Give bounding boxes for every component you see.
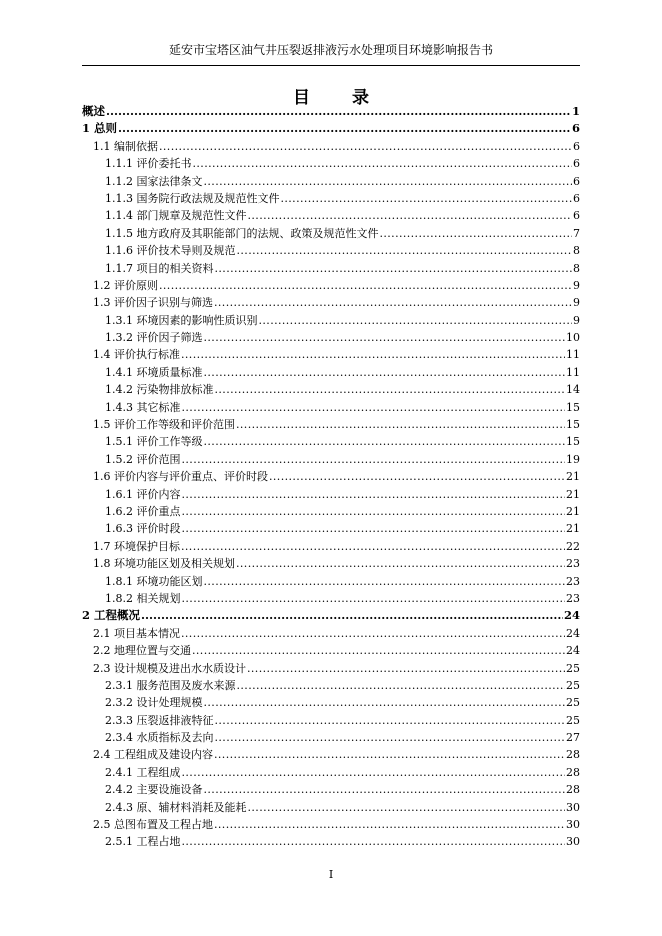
toc-entry-page: 25 bbox=[566, 678, 580, 692]
toc-entry-page: 28 bbox=[566, 765, 580, 779]
toc-entry-label: 2.1 项目基本情况 bbox=[93, 626, 180, 640]
toc-entry[interactable] bbox=[82, 451, 580, 468]
toc-entry-label: 1.6 评价内容与评价重点、评价时段 bbox=[93, 470, 268, 484]
toc-entry-label: 2.3.1 服务范围及废水来源 bbox=[105, 678, 236, 692]
toc-entry[interactable] bbox=[82, 642, 580, 659]
toc-entry-page: 6 bbox=[573, 139, 580, 153]
toc-entry[interactable] bbox=[82, 799, 580, 816]
toc-entry[interactable] bbox=[82, 103, 580, 120]
toc-entry[interactable] bbox=[82, 277, 580, 294]
toc-entry-label: 2.3.3 压裂返排液特征 bbox=[105, 713, 214, 727]
toc-entry-page: 14 bbox=[566, 383, 580, 397]
toc-entry-page: 30 bbox=[566, 835, 580, 849]
toc-entry[interactable] bbox=[82, 590, 580, 607]
toc-entry-label: 1.6.3 评价时段 bbox=[105, 522, 181, 536]
toc-leader-dots bbox=[182, 451, 566, 468]
toc-entry-label: 2.5 总图布置及工程占地 bbox=[93, 818, 213, 832]
toc-entry[interactable] bbox=[82, 625, 580, 642]
toc-entry[interactable] bbox=[82, 746, 580, 763]
toc-entry[interactable] bbox=[82, 694, 580, 711]
toc-entry-label: 1.1.1 评价委托书 bbox=[105, 157, 192, 171]
toc-entry-page: 8 bbox=[573, 244, 580, 258]
toc-leader-dots bbox=[204, 433, 566, 450]
toc-leader-dots bbox=[182, 520, 566, 537]
toc-entry-label: 1.6.1 评价内容 bbox=[105, 487, 181, 501]
toc-entry-page: 19 bbox=[566, 452, 580, 466]
toc-entry-label: 1.3.1 环境因素的影响性质识别 bbox=[105, 313, 258, 327]
toc-leader-dots bbox=[214, 294, 572, 311]
toc-leader-dots bbox=[248, 207, 573, 224]
toc-entry-label: 1.6.2 评价重点 bbox=[105, 504, 181, 518]
toc-leader-dots bbox=[215, 260, 573, 277]
toc-entry-label: 1.4.3 其它标准 bbox=[105, 400, 181, 414]
toc-leader-dots bbox=[247, 660, 565, 677]
toc-entry-page: 9 bbox=[573, 313, 580, 327]
toc-leader-dots bbox=[159, 277, 572, 294]
toc-leader-dots bbox=[193, 155, 573, 172]
toc-leader-dots bbox=[204, 694, 566, 711]
toc-entry-label: 1.1.4 部门规章及规范性文件 bbox=[105, 209, 247, 223]
toc-entry-label: 2.4 工程组成及建设内容 bbox=[93, 748, 213, 762]
toc-entry[interactable] bbox=[82, 242, 580, 259]
toc-leader-dots bbox=[214, 746, 565, 763]
toc-entry-label: 1.5.2 评价范围 bbox=[105, 452, 181, 466]
toc-entry-page: 23 bbox=[566, 574, 580, 588]
toc-entry-page: 21 bbox=[566, 504, 580, 518]
toc-entry-label: 2 工程概况 bbox=[82, 608, 141, 623]
toc-entry[interactable] bbox=[82, 607, 580, 624]
toc-entry-page: 9 bbox=[573, 278, 580, 292]
toc-leader-dots bbox=[181, 346, 565, 363]
toc-entry-page: 30 bbox=[566, 800, 580, 814]
toc-entry-page: 6 bbox=[573, 209, 580, 223]
toc-leader-dots bbox=[182, 764, 566, 781]
toc-leader-dots bbox=[236, 416, 565, 433]
toc-entry[interactable] bbox=[82, 660, 580, 677]
toc-entry[interactable] bbox=[82, 155, 580, 172]
toc-leader-dots bbox=[182, 503, 566, 520]
toc-leader-dots bbox=[215, 381, 566, 398]
toc-leader-dots bbox=[236, 555, 565, 572]
toc-leader-dots bbox=[182, 833, 566, 850]
toc-entry[interactable] bbox=[82, 712, 580, 729]
toc-entry[interactable] bbox=[82, 329, 580, 346]
toc-entry-page: 1 bbox=[571, 104, 580, 118]
toc-entry[interactable] bbox=[82, 364, 580, 381]
toc-entry[interactable] bbox=[82, 816, 580, 833]
toc-leader-dots bbox=[237, 242, 573, 259]
toc-entry-label: 1.1.2 国家法律条文 bbox=[105, 174, 203, 188]
toc-entry-page: 9 bbox=[573, 296, 580, 310]
toc-leader-dots bbox=[214, 816, 565, 833]
toc-entry-label: 1.5 评价工作等级和评价范围 bbox=[93, 418, 235, 432]
toc-entry-label: 1.8.2 相关规划 bbox=[105, 591, 181, 605]
toc-leader-dots bbox=[181, 625, 565, 642]
toc-entry-label: 1.1.6 评价技术导则及规范 bbox=[105, 244, 236, 258]
toc-entry-page: 24 bbox=[566, 626, 580, 640]
toc-leader-dots bbox=[237, 677, 566, 694]
toc-entry-label: 1.4 评价执行标准 bbox=[93, 348, 180, 362]
toc-entry-page: 15 bbox=[566, 400, 580, 414]
toc-leader-dots bbox=[248, 799, 566, 816]
toc-entry-label: 1.8.1 环境功能区划 bbox=[105, 574, 203, 588]
toc-entry-label: 2.4.1 工程组成 bbox=[105, 765, 181, 779]
toc-leader-dots bbox=[192, 642, 565, 659]
toc-leader-dots bbox=[159, 138, 572, 155]
toc-entry-page: 21 bbox=[566, 470, 580, 484]
toc-entry-page: 6 bbox=[573, 191, 580, 205]
toc-leader-dots bbox=[215, 729, 566, 746]
toc-entry[interactable] bbox=[82, 468, 580, 485]
toc-title: 目 录 bbox=[293, 88, 387, 108]
toc-entry[interactable] bbox=[82, 225, 580, 242]
toc-entry-label: 1.3 评价因子识别与筛选 bbox=[93, 296, 213, 310]
toc-entry-page: 8 bbox=[573, 261, 580, 275]
header-divider bbox=[82, 65, 580, 66]
toc-entry-label: 1.2 评价原则 bbox=[93, 278, 158, 292]
toc-leader-dots bbox=[182, 486, 566, 503]
toc-entry-label: 1.4.2 污染物排放标准 bbox=[105, 383, 214, 397]
toc-entry[interactable] bbox=[82, 764, 580, 781]
toc-entry-label: 2.3.2 设计处理规模 bbox=[105, 696, 203, 710]
toc-entry-label: 1.1.5 地方政府及其职能部门的法规、政策及规范性文件 bbox=[105, 226, 379, 240]
document-header: 延安市宝塔区油气井压裂返排液污水处理项目环境影响报告书 bbox=[168, 43, 493, 57]
toc-leader-dots bbox=[141, 607, 563, 624]
toc-entry-label: 1.1.7 项目的相关资料 bbox=[105, 261, 214, 275]
toc-entry-label: 2.5.1 工程占地 bbox=[105, 835, 181, 849]
toc-leader-dots bbox=[182, 399, 566, 416]
toc-entry[interactable] bbox=[82, 503, 580, 520]
toc-entry-label: 1.7 环境保护目标 bbox=[93, 539, 180, 553]
toc-entry[interactable] bbox=[82, 729, 580, 746]
toc-leader-dots bbox=[379, 225, 572, 242]
toc-leader-dots bbox=[106, 103, 571, 120]
toc-entry-label: 1.4.1 环境质量标准 bbox=[105, 365, 203, 379]
toc-entry-label: 2.4.2 主要设施设备 bbox=[105, 783, 203, 797]
toc-entry-page: 21 bbox=[566, 487, 580, 501]
toc-entry-page: 23 bbox=[566, 557, 580, 571]
toc-entry-label: 2.3 设计规模及进出水水质设计 bbox=[93, 661, 246, 675]
toc-entry[interactable] bbox=[82, 173, 580, 190]
toc-entry[interactable] bbox=[82, 120, 580, 137]
toc-entry-label: 概述 bbox=[82, 104, 105, 118]
toc-entry[interactable] bbox=[82, 538, 580, 555]
toc-entry[interactable] bbox=[82, 573, 580, 590]
toc-entry-page: 24 bbox=[566, 644, 580, 658]
toc-entry-page: 30 bbox=[566, 818, 580, 832]
toc-entry-label: 2.2 地理位置与交通 bbox=[93, 644, 191, 658]
toc-entry-page: 22 bbox=[566, 539, 580, 553]
toc-leader-dots bbox=[280, 190, 572, 207]
page-number: I bbox=[328, 868, 334, 881]
toc-entry-label: 2.4.3 原、辅材料消耗及能耗 bbox=[105, 800, 247, 814]
toc-entry[interactable] bbox=[82, 138, 580, 155]
toc-leader-dots bbox=[204, 573, 566, 590]
toc-entry-label: 1.3.2 评价因子筛选 bbox=[105, 331, 203, 345]
toc-entry-page: 10 bbox=[566, 331, 580, 345]
toc-entry[interactable] bbox=[82, 677, 580, 694]
toc-entry[interactable] bbox=[82, 399, 580, 416]
toc-entry-label: 1.8 环境功能区划及相关规划 bbox=[93, 557, 235, 571]
toc-entry-page: 28 bbox=[566, 748, 580, 762]
toc-entry[interactable] bbox=[82, 555, 580, 572]
toc-entry[interactable] bbox=[82, 260, 580, 277]
toc-entry-page: 25 bbox=[566, 696, 580, 710]
toc-entry[interactable] bbox=[82, 833, 580, 850]
toc-leader-dots bbox=[204, 329, 566, 346]
toc-leader-dots bbox=[204, 364, 566, 381]
toc-entry[interactable] bbox=[82, 207, 580, 224]
toc-entry-label: 1.1.3 国务院行政法规及规范性文件 bbox=[105, 191, 280, 205]
toc-entry[interactable] bbox=[82, 520, 580, 537]
toc-leader-dots bbox=[259, 312, 573, 329]
toc-leader-dots bbox=[118, 120, 571, 137]
toc-entry-page: 6 bbox=[573, 174, 580, 188]
toc-entry-label: 1 总则 bbox=[82, 121, 118, 136]
toc-leader-dots bbox=[204, 173, 573, 190]
toc-entry[interactable] bbox=[82, 781, 580, 798]
toc-entry-page: 15 bbox=[566, 435, 580, 449]
toc-entry[interactable] bbox=[82, 486, 580, 503]
toc-entry-page: 28 bbox=[566, 783, 580, 797]
toc-entry-label: 1.1 编制依据 bbox=[93, 139, 158, 153]
toc-entry-page: 15 bbox=[566, 418, 580, 432]
toc-entry[interactable] bbox=[82, 294, 580, 311]
toc-entry-page: 25 bbox=[566, 661, 580, 675]
toc-entry[interactable] bbox=[82, 346, 580, 363]
toc-leader-dots bbox=[215, 712, 566, 729]
toc-leader-dots bbox=[182, 590, 566, 607]
toc-leader-dots bbox=[204, 781, 566, 798]
toc-entry-page: 24 bbox=[563, 608, 580, 623]
toc-leader-dots bbox=[269, 468, 565, 485]
toc-entry-page: 25 bbox=[566, 713, 580, 727]
toc-leader-dots bbox=[181, 538, 565, 555]
toc-entry-label: 1.5.1 评价工作等级 bbox=[105, 435, 203, 449]
toc-entry-label: 2.3.4 水质指标及去向 bbox=[105, 731, 214, 745]
toc-entry-page: 7 bbox=[573, 226, 580, 240]
toc-entry-page: 21 bbox=[566, 522, 580, 536]
toc-entry-page: 11 bbox=[566, 365, 580, 379]
toc-entry-page: 11 bbox=[566, 348, 580, 362]
table-of-contents bbox=[82, 103, 580, 851]
toc-entry-page: 6 bbox=[571, 121, 580, 136]
toc-entry[interactable] bbox=[82, 416, 580, 433]
toc-entry[interactable] bbox=[82, 190, 580, 207]
toc-entry[interactable] bbox=[82, 381, 580, 398]
toc-entry[interactable] bbox=[82, 433, 580, 450]
toc-entry-page: 6 bbox=[573, 157, 580, 171]
toc-entry[interactable] bbox=[82, 312, 580, 329]
toc-entry-page: 27 bbox=[566, 731, 580, 745]
toc-entry-page: 23 bbox=[566, 591, 580, 605]
